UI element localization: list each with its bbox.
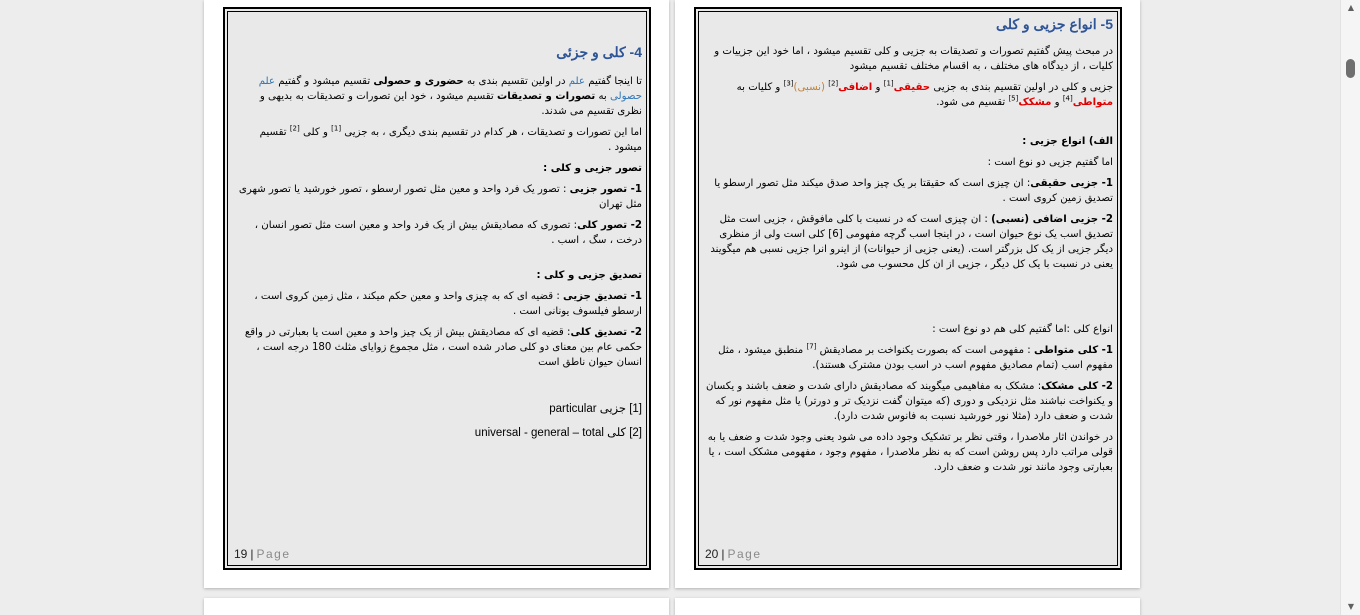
- subheading: تصدیق جزیی و کلی :: [536, 270, 642, 281]
- footnote: [1] جزیی particular: [549, 403, 642, 415]
- page-22-preview: [675, 598, 1140, 615]
- page-number: 20 | Page: [705, 547, 762, 561]
- footnote: [2] کلی universal - general – total: [474, 427, 642, 439]
- paragraph: انواع کلی :اما گفتیم کلی هم دو نوع است :: [932, 324, 1113, 335]
- footnote-ref[interactable]: [1]: [883, 79, 894, 88]
- subheading: الف) انواع جزیی :: [1022, 136, 1113, 147]
- footnote-ref[interactable]: [7]: [806, 342, 817, 351]
- scroll-up-arrow-icon[interactable]: ▲: [1347, 3, 1355, 12]
- page-number: 19 | Page: [234, 547, 291, 561]
- list-item: 1- جزیی حقیقی: ان چیزی است که حقیقتا بر یک چیز واحد صدق میکند مثل تصور ارسطو یا تصدیق زمین کروی است .: [714, 178, 1113, 204]
- footnote-ref[interactable]: [4]: [1062, 94, 1073, 103]
- page-20-content: [703, 12, 1113, 541]
- paragraph: در مبحث پیش گفتیم تصورات و تصدیقات به جزیی و کلی تقسیم میشود ، اما خود این جزییات و کلیات ، از دیدگاه های مختلف ، به اقسام مختلف تقسیم میشود: [714, 46, 1113, 72]
- footnote-ref[interactable]: [1]: [331, 124, 342, 133]
- list-item: 1- کلی متواطی : مفهومی است که بصورت یکنواخت بر مصادیقش [7] منطبق میشود ، مثل مفهوم اسب (تمام مصادیق مفهوم اسب در اسب بودن مشترک هستند).: [718, 342, 1113, 371]
- paragraph: در خواندن اثار ملاصدرا ، وقتی نظر بر تشکیک وجود داده می شود یعنی وجود شدت و ضعف یا به قولی مراتب دارد پس روشن است که به نظر ملاصدرا ، مفهوم وجود ، مفهومی مشکک است ، یا بعبارتی وجود مانند نور شدت و ضعف دارد.: [707, 432, 1113, 473]
- footnote-ref[interactable]: [2]: [828, 79, 839, 88]
- page-21-preview: [204, 598, 669, 615]
- list-item: 2- تصدیق کلی: قضیه ای که مصادیقش بیش از یک چیز واحد و معین است یا بعبارتی در واقع حکمی عام بین معنای دو کلی صادر شده است ، مثل مجموع زوایای مثلث 180 درجه است ، انسان حیوان ناطق است: [244, 327, 642, 368]
- footnote-ref[interactable]: [2]: [289, 124, 300, 133]
- page-19: [204, 0, 669, 588]
- paragraph: اما گفتیم جزیی دو نوع است :: [987, 157, 1113, 168]
- list-item: 2- تصور کلی: تصوری که مصادیقش بیش از یک فرد واحد و معین است مثل تصور انسان ، درخت ، سگ ، اسب .: [254, 220, 642, 246]
- vertical-scrollbar[interactable]: [1340, 0, 1360, 615]
- paragraph: اما این تصورات و تصدیقات ، هر کدام در تقسیم بندی دیگری ، به جزیی [1] و کلی [2] تقسیم میشود .: [259, 124, 642, 153]
- section-heading: 4- کلی و جزئی: [556, 44, 642, 60]
- page-border: [694, 7, 1122, 570]
- term-link: علم حصولی: [258, 76, 642, 102]
- page-20: [675, 0, 1140, 588]
- scroll-down-arrow-icon[interactable]: ▼: [1347, 602, 1355, 611]
- scrollbar-thumb[interactable]: [1346, 59, 1355, 78]
- term-link: علم: [568, 76, 585, 87]
- list-item: 2- جزیی اضافی (نسبی) : ان چیزی است که در نسبت با کلی مافوقش ، جزیی است مثل تصدیق اسب یک نوع حیوان است ، در اینجا اسب گرچه مفهومی [6] کلی است ولی از منظری دیگر جزیی از یک کل بزرگتر است. (یعنی جزیی از حیوانات) از اینرو انرا جزیی نسبی هم میگویند یعنی در نسبت با یک کل دیگر ، جزیی از ان کل محسوب می شود.: [710, 214, 1113, 270]
- page-border: [223, 7, 651, 570]
- page-inner-border: [227, 11, 647, 566]
- list-item: 2- کلی مشکک: مشکک به مفاهیمی میگویند که مصادیقش دارای شدت و ضعف باشند و یکسان و یکنواخت نباشند مثل نزدیکی و دوری (که میتوان گفت نزدیک تر و دورتر) یا مثل مفهوم نور که شدت و ضعف دارد (مثلا نور خورشید نسبت به فانوس شدت دارد).: [706, 381, 1113, 422]
- subheading: تصور جزیی و کلی :: [543, 163, 642, 174]
- section-heading: 5- انواع جزیی و کلی: [996, 16, 1113, 32]
- footnote-ref[interactable]: [5]: [1008, 94, 1019, 103]
- list-item: 1- تصدیق جزیی : قضیه ای که به چیزی واحد و معین حکم میکند ، مثل زمین کروی است ، ارسطو فیلسوف یونانی است .: [254, 291, 642, 317]
- footnote-ref[interactable]: [3]: [783, 79, 794, 88]
- list-item: 1- تصور جزیی : تصور یک فرد واحد و معین مثل تصور ارسطو ، تصور خورشید یا تصور شهری مثل تهران: [238, 184, 642, 210]
- paragraph: تا اینجا گفتیم علم در اولین تقسیم بندی به حضوری و حصولی تقسیم میشود و گفتیم علم حصولی به تصورات و تصدیقات تقسیم میشود ، خود این تصورات و تصدیقات به بدیهی و نظری تقسیم می شدند.: [258, 76, 642, 117]
- page-inner-border: [698, 11, 1118, 566]
- page-19-content: [232, 12, 642, 541]
- paragraph: جزیی و کلی در اولین تقسیم بندی به جزیی حقیقی[1] و اضافی[2] (نسبی)[3] و کلیات به متواطی[4] و مشکک[5] تقسیم می شود.: [736, 79, 1113, 108]
